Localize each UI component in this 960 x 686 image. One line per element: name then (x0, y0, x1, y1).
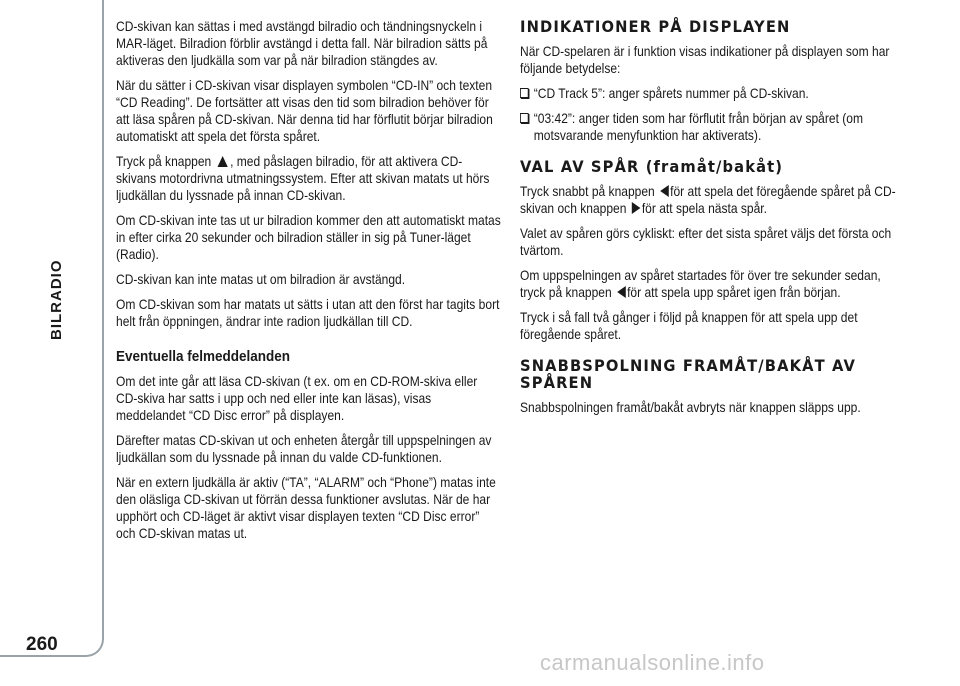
paragraph: När du sätter i CD-skivan visar displayen symbolen “CD-IN” och texten “CD Reading”. De fortsätter att visas den tid som bilradion behöver för att läsa spåren på CD-skivan. När denna tid har förflutit börjar bilradion automatiskt att spela det första spåret. (116, 77, 493, 144)
paragraph: Valet av spåren görs cykliskt: efter det sista spåret väljs det första och tvärtom. (520, 225, 892, 258)
bullet-item: “CD Track 5”: anger spårets nummer på CD-skivan. (520, 85, 923, 102)
paragraph: CD-skivan kan inte matas ut om bilradion är avstängd. (116, 271, 406, 287)
paragraph: När en extern ljudkälla är aktiv (“TA”, “ALARM” och “Phone”) matas inte den oläsliga CD-skivan ut förrän dessa funktioner avslutas. När de har upphört och CD-läget är aktivt visar displayen texten “CD Disc error” och CD-skivan matas ut. (116, 474, 496, 541)
paragraph: När CD-spelaren är i funktion visas indikationer på displayen som har följande betydelse: (520, 43, 890, 76)
paragraph-restart: Om uppspelningen av spåret startades för över tre sekunder sedan, tryck på knappen för att spela upp spåret igen från början. (520, 267, 881, 300)
subheading-error-messages: Eventuella felmeddelanden (116, 348, 291, 365)
previous-track-icon (617, 286, 626, 298)
eject-icon (217, 156, 227, 167)
bullet-item: “03:42”: anger tiden som har förflutit från början av spåret (om motsvarande menyfunktion har aktiverats). (520, 110, 923, 144)
paragraph: Om det inte går att läsa CD-skivan (t ex. om en CD-ROM-skiva eller CD-skiva har satts i upp och ned eller inte kan läsas), visas meddelandet “CD Disc error” på displayen. (116, 373, 478, 423)
paragraph: Om CD-skivan inte tas ut ur bilradion kommer den att automatiskt matas in efter cirka 20 sekunder och bilradion ställer in sig på Tuner-läget (Radio). (116, 212, 501, 262)
watermark: carmanualsonline.info (540, 650, 765, 675)
paragraph: CD-skivan kan sättas i med avstängd bilradio och tändningsnyckeln i MAR-läget. Bilradion förblir avstängd i detta fall. När bilradion sätts på aktiveras den ljudkälla som var på när bilradion stängdes av. (116, 18, 488, 68)
paragraph-eject: Tryck på knappen , med påslagen bilradio, för att aktivera CD-skivans motordrivna utmatningssystem. Efter att skivan matats ut hörs ljudkällan du lyssnade på innan CD-skivan. (116, 153, 490, 203)
page-number: 260 (26, 634, 58, 655)
paragraph: Snabbspolningen framåt/bakåt avbryts när knappen släpps upp. (520, 399, 861, 415)
paragraph: Tryck i så fall två gånger i följd på knappen för att spela upp det föregående spåret. (520, 309, 858, 342)
left-column (116, 18, 502, 550)
heading-track-selection: VAL AV SPÅR (framåt/bakåt) (520, 157, 784, 176)
checkbox-bullet-icon (520, 88, 529, 98)
previous-track-icon (660, 185, 669, 197)
paragraph-track-select: Tryck snabbt på knappen för att spela det föregående spåret på CD-skivan och knappen för att spela nästa spår. (520, 183, 896, 216)
heading-fast-forward-rewind: SNABBSPOLNING FRAMÅT/BAKÅT AV SPÅREN (520, 356, 856, 392)
checkbox-bullet-icon (520, 113, 529, 123)
heading-display-indications: INDIKATIONER PÅ DISPLAYEN (520, 17, 791, 36)
paragraph: Om CD-skivan som har matats ut sätts i utan att den först har tagits bort helt från öppningen, ändrar inte radion ljudkällan till CD. (116, 296, 500, 329)
section-label: BILRADIO (48, 259, 65, 340)
paragraph: Därefter matas CD-skivan ut och enheten återgår till uppspelningen av ljudkällan som du lyssnade på innan du valde CD-funktionen. (116, 432, 492, 465)
next-track-icon (632, 202, 641, 214)
right-column (520, 18, 910, 424)
